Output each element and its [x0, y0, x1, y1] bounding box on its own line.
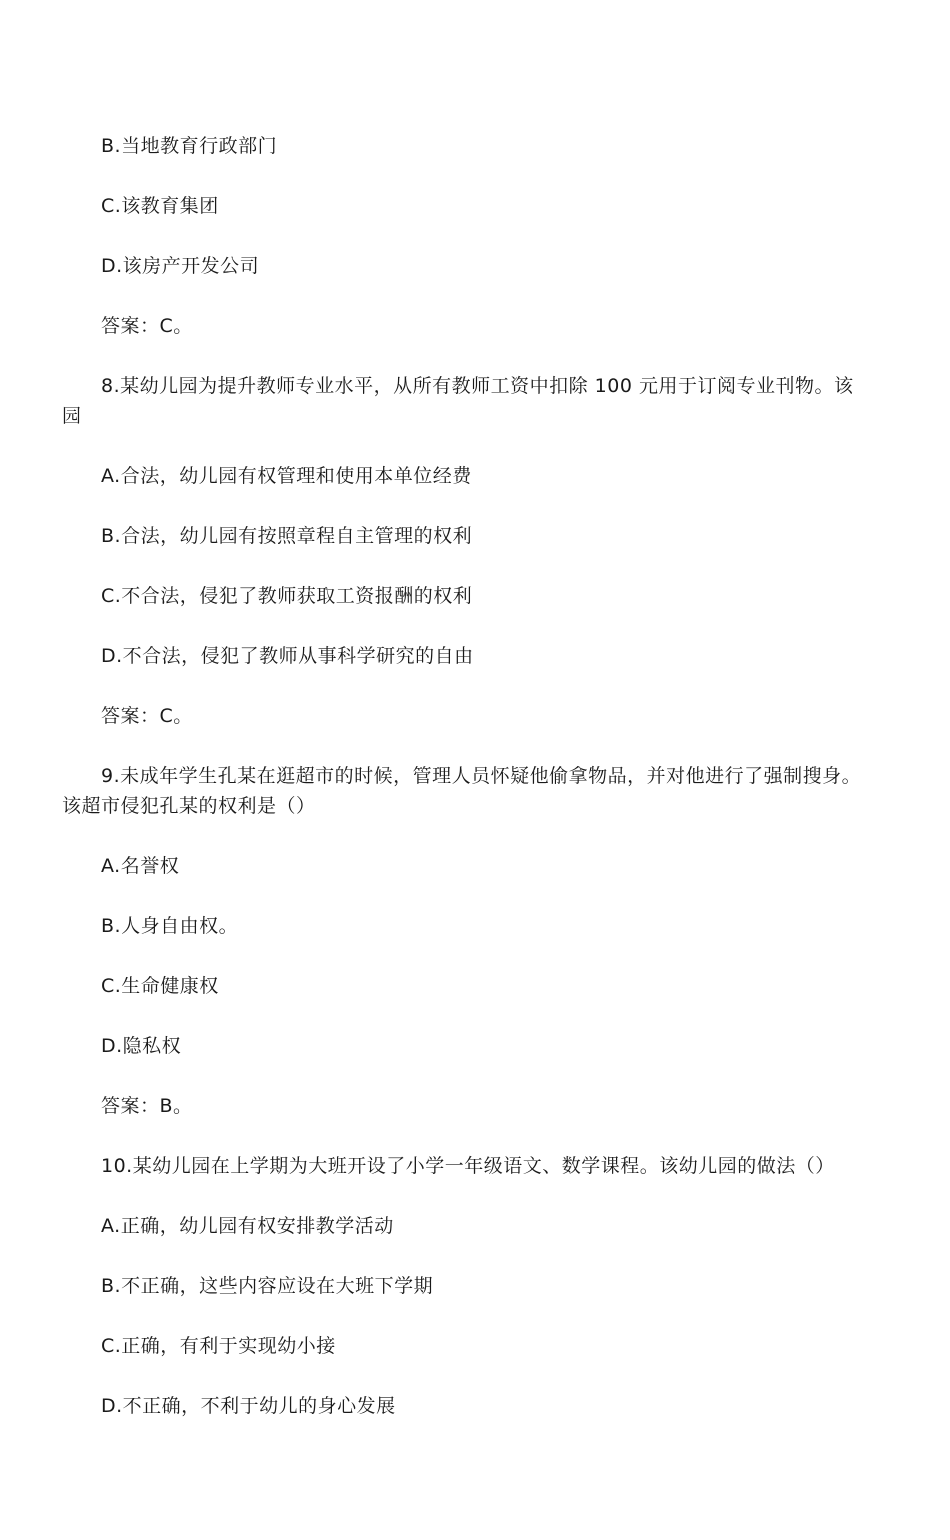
q7-option-d: D.该房产开发公司 — [101, 255, 260, 277]
q8-option-a: A.合法，幼儿园有权管理和使用本单位经费 — [101, 465, 472, 487]
q9-answer: 答案：B。 — [101, 1095, 193, 1117]
q10-question: 10.某幼儿园在上学期为大班开设了小学一年级语文、数学课程。该幼儿园的做法（） — [101, 1155, 835, 1177]
q8-answer: 答案：C。 — [101, 705, 193, 727]
q10-option-c: C.正确，有利于实现幼小接 — [101, 1335, 336, 1357]
q10-option-d: D.不正确，不利于幼儿的身心发展 — [101, 1395, 396, 1417]
q9-option-a: A.名誉权 — [101, 855, 180, 877]
q8-question: 8.某幼儿园为提升教师专业水平，从所有教师工资中扣除 100 元用于订阅专业刊物。该园 — [62, 375, 854, 427]
q10-option-b: B.不正确，这些内容应设在大班下学期 — [101, 1275, 434, 1297]
q8-option-d: D.不合法，侵犯了教师从事科学研究的自由 — [101, 645, 474, 667]
q9-option-c: C.生命健康权 — [101, 975, 219, 997]
q7-answer: 答案：C。 — [101, 315, 193, 337]
q9-option-b: B.人身自由权。 — [101, 915, 239, 937]
q9-question: 9.未成年学生孔某在逛超市的时候，管理人员怀疑他偷拿物品，并对他进行了强制搜身。该超市侵犯孔某的权利是（） — [62, 765, 862, 817]
q7-option-b: B.当地教育行政部门 — [101, 135, 278, 157]
q9-option-d: D.隐私权 — [101, 1035, 182, 1057]
q10-option-a: A.正确，幼儿园有权安排教学活动 — [101, 1215, 394, 1237]
q8-option-c: C.不合法，侵犯了教师获取工资报酬的权利 — [101, 585, 473, 607]
q8-option-b: B.合法，幼儿园有按照章程自主管理的权利 — [101, 525, 473, 547]
q7-option-c: C.该教育集团 — [101, 195, 219, 217]
